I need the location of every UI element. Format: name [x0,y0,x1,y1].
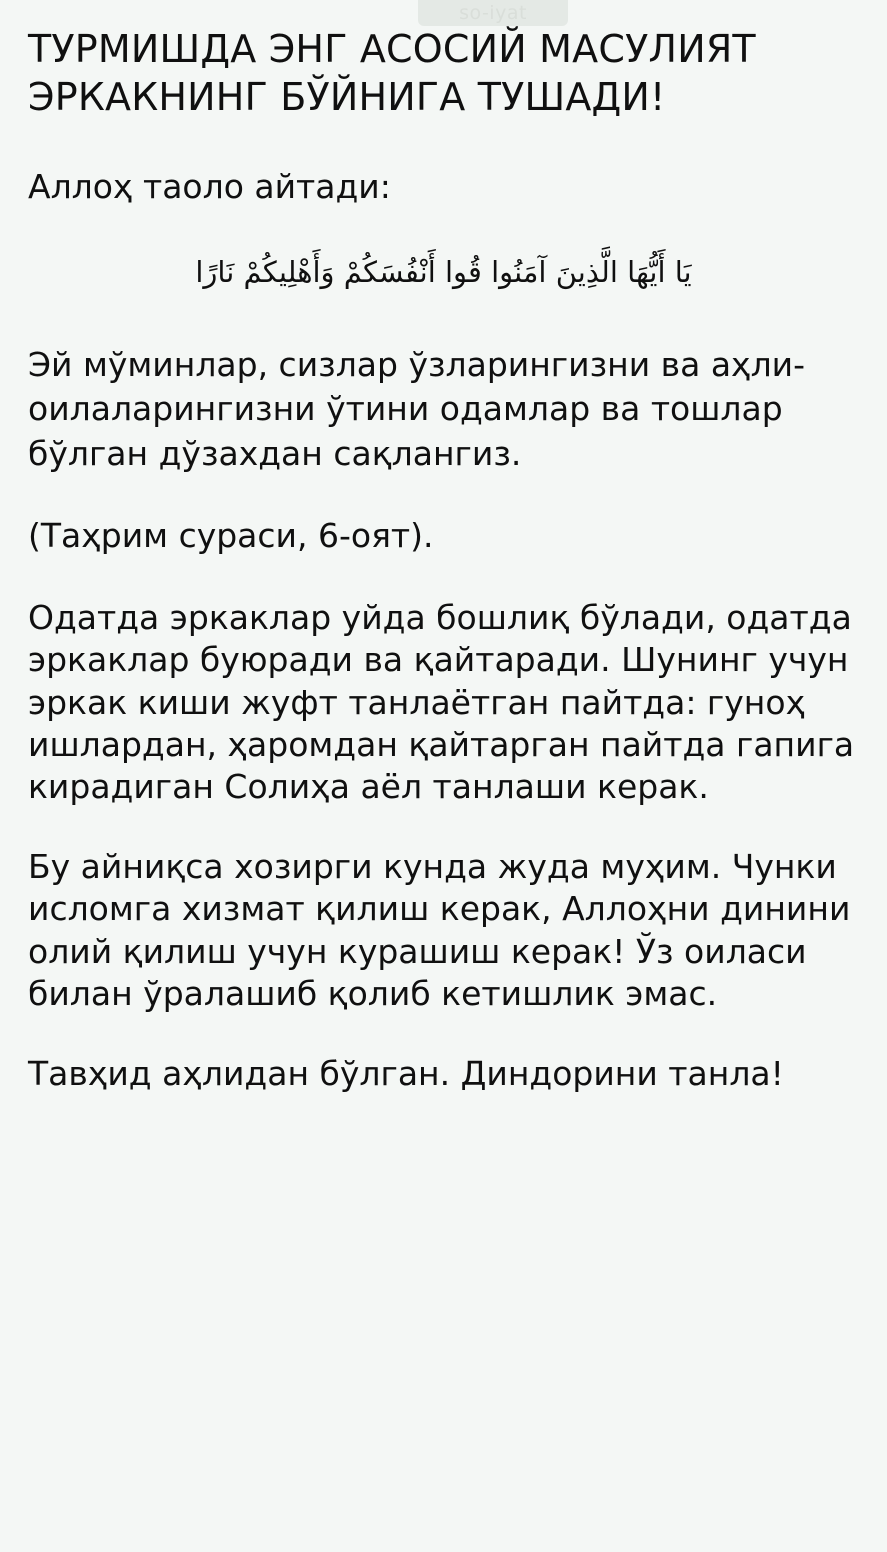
quran-ayah-arabic: يَا أَيُّهَا الَّذِينَ آمَنُوا قُوا أَنْفُسَكُمْ وَأَهْلِيكُمْ نَارًا [195,254,692,289]
intro-paragraph: Аллоҳ таоло айтади: [28,167,391,206]
body-paragraph-1: Одатда эркаклар уйда бошлиқ бўлади, одатда эркаклар буюради ва қайтаради. Шунинг учун эркак киши жуфт танлаётган пайтда: гуноҳ ишлардан, ҳаромдан қайтарган пайтда гапига кирадиган Солиҳа аёл танлаши керак. [28,598,855,806]
page-title: ТУРМИШДА ЭНГ АСОСИЙ МАСУЛИЯТ ЭРКАКНИНГ БЎЙНИГА ТУШАДИ! [28,27,756,119]
watermark-label: so-iyat [418,0,568,26]
body-paragraph-3: Тавҳид аҳлидан бўлган. Диндорини танла! [28,1054,784,1094]
body-paragraph-2: Бу айниқса хозирги кунда жуда муҳим. Чунки исломга хизмат қилиш керак, Аллоҳни динини олий қилиш учун курашиш керак! Ўз оиласи билан ўралашиб қолиб кетишлик эмас. [28,847,851,1013]
ayah-translation: Эй мўминлар, сизлар ўзларингизни ва аҳли-оилаларингизни ўтини одамлар ва тошлар бўлган дўзахдан сақлангиз. [28,344,806,473]
ayah-reference: (Таҳрим сураси, 6-оят). [28,516,434,556]
